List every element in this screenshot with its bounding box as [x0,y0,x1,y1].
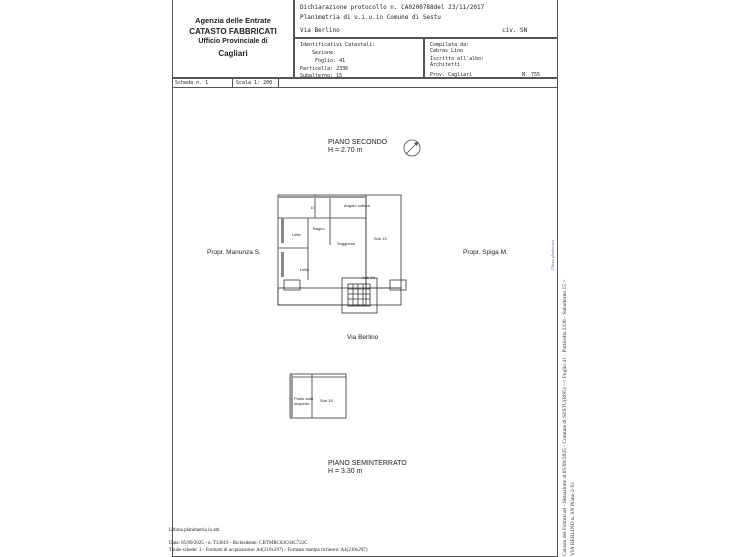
protocol-text: Dichiarazione protocollo n. CA0200788del 23/11/2017 [300,4,485,11]
scala-text: Scala 1: 200 [236,80,273,86]
subalterno-text: Subalterno: 15 [300,73,343,79]
agency-line3: Ufficio Provinciale di [198,38,268,45]
scheda-divider [232,78,233,88]
particella-text: Particella: 2336 [300,66,349,72]
floor-plan-semi [282,372,352,422]
floor-plan-second [270,190,420,320]
side-text-line2: VIA BERLINO n. SN Piano 2-S1 [570,481,576,556]
footer-totale: Totale schede: 1 - Formato di acquisizione: A4(210x297) - Formato stampa richiesto: A4(210x297) [169,548,368,553]
height-semi-label: H = 3.30 m [328,468,363,475]
room-angolo-cottura: Angolo cottura [344,203,370,208]
via-berlino-label: Via Berlino [347,334,379,341]
compilata-label: Compilata da: [430,42,470,48]
iscritto-label: Iscritto all'albo: [430,56,485,62]
prop-left-label: Propr. Manunza S. [207,249,261,256]
room-soggiorno: Soggiorno [337,241,356,246]
sezione-text: Sezione: [312,50,337,56]
sub15-lower-label: Sub 15 [320,398,333,403]
room-d: D [311,205,314,210]
identificativi-title: Identificativi Catastali: [300,42,376,48]
prop-right-label: Propr. Spiga M. [463,249,508,256]
civ-text: civ. SN [502,27,528,34]
agency-line2: CATASTO FABBRICATI [189,27,277,36]
height-secondo-label: H = 2.70 m [328,147,363,154]
room-sub10: Sub 10 [362,275,375,280]
scheda-divider-2 [278,78,279,88]
scheda-box [172,78,558,88]
piano-secondo-label: PIANO SECONDO [328,139,388,146]
room-letto-lower: Letto [300,267,309,272]
prov-text: Prov. Cagliari [430,72,473,78]
room-letto-upper: Letto [292,232,301,237]
numero-text: N. 755 [522,72,541,78]
foglio-text: Foglio: 41 [315,58,346,64]
footer-data: Data: 05/09/2025 - n. T33619 - Richiedente: CBTMRC83C04C722C [169,541,308,546]
room-sub15: Sub 15 [374,236,387,241]
room-bagno: Bagno [313,226,325,231]
agency-line1: Agenzia delle Entrate [195,16,271,25]
scheda-text: Scheda n. 1 [175,80,209,86]
side-text-line1: Catasto dei Fabbricati - Situazione al 05/09/2025 - Comune di SESTU(I695) - < Foglio 41 - Particella 2336 - Subalterno 15 > [562,279,568,556]
north-arrow-icon [401,137,423,159]
compilata-name: Cabras Lino [430,48,464,54]
address-text: Via Berlino [300,27,340,34]
side-stamp: Ultima planimetria [550,239,555,270]
piano-semi-label: PIANO SEMINTERRATO [328,460,407,467]
iscritto-value: Architetti [430,62,461,68]
planimetria-text: Planimetria di u.i.u.in Comune di Sestu [300,14,441,21]
posto-auto-label: Posto auto scoperto [294,396,314,406]
agency-line4: Cagliari [218,49,248,58]
footer-ultima: Ultima planimetria in atti [169,528,220,533]
